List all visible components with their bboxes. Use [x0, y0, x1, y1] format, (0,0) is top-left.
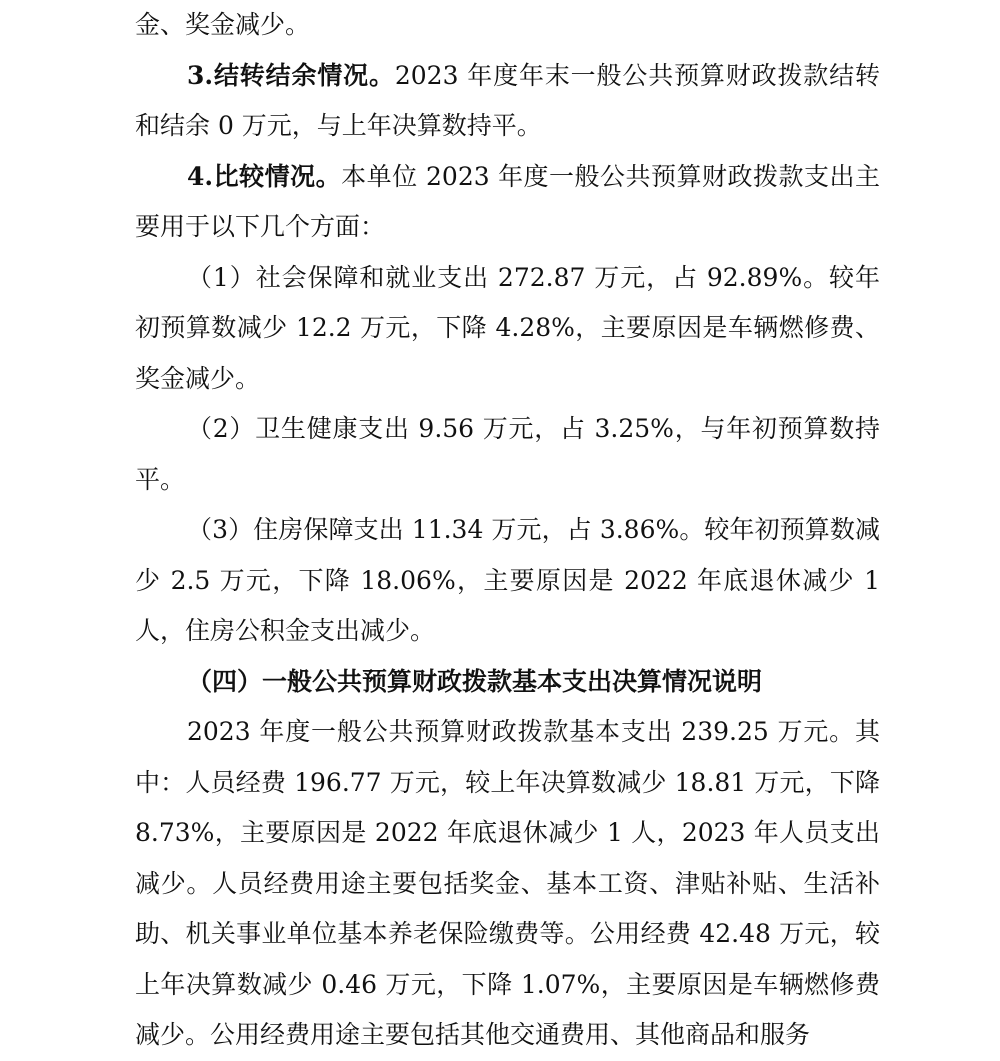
- section-heading: [135, 657, 880, 708]
- paragraph-basic-expenditure: [135, 707, 880, 1061]
- paragraph-text: 2023 年度一般公共预算财政拨款基本支出 239.25 万元。其中：人员经费 196.77 万元，较上年决算数减少 18.81 万元，下降 8.73%，主要原因是 2022 年底退休减少 1 人，2023 年人员支出减少。人员经费用途主要包括奖金、基本工资、津贴补贴、生活补助、机关事业单位基本养老保险缴费等。公用经费 42.48 万元，较上年决算数减少 0.46 万元，下降 1.07%，主要原因是车辆燃修费减少。公用经费用途主要包括其他交通费用、其他商品和服务: [135, 717, 880, 1049]
- paragraph-text: 金、奖金减少。: [135, 10, 311, 39]
- section-heading-text: （四）一般公共预算财政拨款基本支出决算情况说明: [187, 666, 763, 696]
- paragraph-text: 2023 年度年末一般公共预算财政拨款结转和结余 0 万元，与上年决算数持平。: [135, 60, 880, 140]
- paragraph-item-social-security: [135, 253, 880, 405]
- paragraph-text: （2）卫生健康支出 9.56 万元，占 3.25%，与年初预算数持平。: [135, 414, 880, 494]
- paragraph-item-health: [135, 404, 880, 505]
- paragraph-continuation: [135, 0, 880, 51]
- paragraph-comparison: [135, 152, 880, 253]
- paragraph-heading: 4.比较情况。: [187, 161, 342, 191]
- paragraph-text: （1）社会保障和就业支出 272.87 万元，占 92.89%。较年初预算数减少 12.2 万元，下降 4.28%，主要原因是车辆燃修费、奖金减少。: [135, 262, 880, 393]
- paragraph-text: 本单位 2023 年度一般公共预算财政拨款支出主要用于以下几个方面：: [135, 161, 880, 241]
- paragraph-carryover-balance: [135, 51, 880, 152]
- paragraph-text: （3）住房保障支出 11.34 万元，占 3.86%。较年初预算数减少 2.5 万元，下降 18.06%，主要原因是 2022 年底退休减少 1 人，住房公积金支出减少。: [135, 515, 880, 645]
- document-page: [135, 0, 880, 1061]
- paragraph-item-housing: [135, 505, 880, 657]
- paragraph-heading: 3.结转结余情况。: [187, 60, 395, 90]
